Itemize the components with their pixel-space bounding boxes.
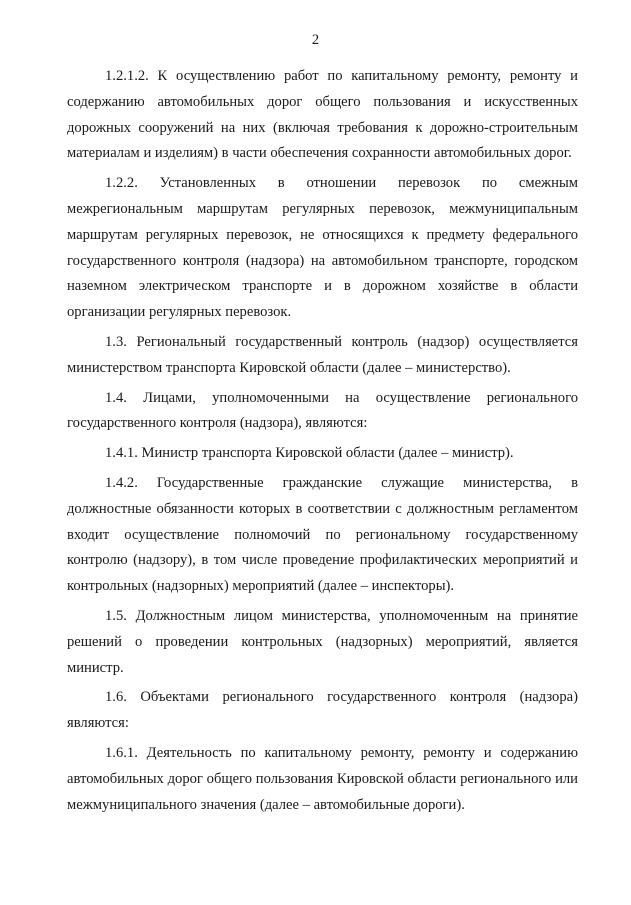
paragraph-1-4-2: 1.4.2. Государственные гражданские служащие министерства, в должностные обязанности которых в соответствии с должностным регламентом входит осуществление полномочий по региональному государственному контролю (надзору), в том числе проведение профилактических мероприятий и контрольных (надзорных) мероприятий (далее – инспекторы). (67, 474, 578, 595)
paragraph-1-2-2: 1.2.2. Установленных в отношении перевозок по смежным межрегиональным маршрутам регулярных перевозок, межмуниципальным маршрутам регулярных перевозок, не относящихся к предмету федерального государственного контроля (надзора) на автомобильном транспорте, городском наземном электрическом транспорте и в дорожном хозяйстве в области организации регулярных перевозок. (67, 175, 578, 321)
document-body (67, 64, 578, 822)
paragraph-1-5: 1.5. Должностным лицом министерства, уполномоченным на принятие решений о проведении контрольных (надзорных) мероприятий, является министр. (67, 607, 578, 676)
paragraph-1-4: 1.4. Лицами, уполномоченными на осуществление регионального государственного контроля (надзора), являются: (67, 389, 578, 432)
paragraph-1-2-1-2: 1.2.1.2. К осуществлению работ по капитальному ремонту, ремонту и содержанию автомобильных дорог общего пользования и искусственных дорожных сооружений на них (включая требования к дорожно-строительным материалам и изделиям) в части обеспечения сохранности автомобильных дорог. (67, 68, 578, 162)
paragraph-1-6-1: 1.6.1. Деятельность по капитальному ремонту, ремонту и содержанию автомобильных дорог общего пользования Кировской области регионального или межмуниципального значения (далее – автомобильные дороги). (67, 744, 578, 813)
paragraph-1-4-1: 1.4.1. Министр транспорта Кировской области (далее – министр). (105, 445, 514, 462)
paragraph-1-6: 1.6. Объектами регионального государственного контроля (надзора) являются: (67, 689, 578, 732)
paragraph-1-3: 1.3. Региональный государственный контроль (надзор) осуществляется министерством транспорта Кировской области (далее – министерство). (67, 333, 578, 376)
page-number: 2 (311, 32, 320, 48)
